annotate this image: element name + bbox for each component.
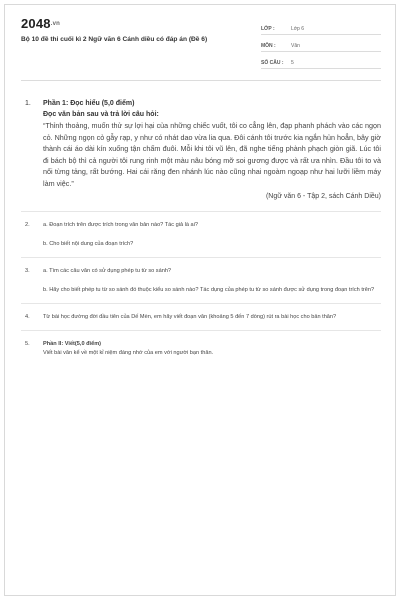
question-body bbox=[43, 221, 381, 249]
header-divider bbox=[21, 80, 381, 81]
meta-label-subject: MÔN : bbox=[261, 43, 276, 49]
question-number: 1. bbox=[25, 100, 31, 107]
document-header bbox=[21, 17, 381, 72]
meta-row-subject bbox=[261, 38, 381, 52]
sub-question-b: b. Hãy cho biết phép tu từ so sánh đó thuộc kiểu so sánh nào? Tác dụng của phép tu từ so sánh được sử dụng trong đoạn trích trên? bbox=[43, 287, 375, 293]
meta-label-question-count: SỐ CÂU : bbox=[261, 60, 284, 66]
question-3 bbox=[21, 267, 381, 295]
section-heading: Phần 1: Đọc hiểu (5,0 điểm) bbox=[43, 100, 135, 107]
question-body bbox=[43, 267, 381, 295]
question-5 bbox=[21, 340, 381, 358]
question-4 bbox=[21, 313, 381, 322]
question-text: Từ bài học đường đời đầu tiên của Dế Mèn, em hãy viết đoạn văn (khoảng 5 đến 7 dòng) rút ra bài học cho bản thân? bbox=[43, 314, 337, 320]
question-number: 2. bbox=[25, 222, 30, 228]
question-number: 3. bbox=[25, 268, 30, 274]
document-meta bbox=[261, 17, 381, 72]
header-left bbox=[21, 17, 253, 72]
question-1 bbox=[21, 98, 381, 203]
question-number: 5. bbox=[25, 341, 30, 347]
document-page bbox=[4, 4, 396, 596]
question-separator bbox=[21, 303, 381, 304]
question-2 bbox=[21, 221, 381, 249]
question-separator bbox=[21, 330, 381, 331]
site-logo[interactable] bbox=[21, 17, 253, 31]
sub-question-b: b. Cho biết nội dung của đoạn trích? bbox=[43, 241, 134, 247]
meta-row-class bbox=[261, 21, 381, 35]
question-number: 4. bbox=[25, 314, 30, 320]
question-body bbox=[43, 98, 381, 203]
question-separator bbox=[21, 257, 381, 258]
meta-label-class: LỚP : bbox=[261, 26, 275, 32]
reading-passage: “Thỉnh thoảng, muốn thử sự lợi hại của những chiếc vuốt, tôi co cẳng lên, đạp phanh phách vào các ngọn cỏ. Những ngọn cỏ gẫy rạp, y như có nhát dao vừa lia qua. Đôi cánh tôi trước kia ngắn hủn hoẳn, bây giờ thành cái áo dài kín xuống tận chấm đuôi. Mỗi khi tôi vũ lên, đã nghe tiếng phành phạch giòn giã. Lúc tôi đi bách bộ thì cả người tôi rung rinh một màu nâu bóng mỡ soi gương được và rất ưa nhìn. Đầu tôi to và nổi từng tảng, rất bướng. Hai cái răng đen nhánh lúc nào cũng nhai ngoàm ngoạp như hai lưỡi liềm máy làm việc.” bbox=[43, 121, 381, 188]
meta-value-question-count: 5 bbox=[291, 60, 294, 66]
question-body bbox=[43, 340, 381, 358]
meta-row-question-count bbox=[261, 55, 381, 69]
question-text: Viết bài văn kể về một kỉ niệm đáng nhớ của em với người bạn thân. bbox=[43, 350, 214, 356]
sub-question-a: a. Tìm các câu văn có sử dụng phép tu từ so sánh? bbox=[43, 268, 172, 274]
section-heading: Phần II: Viết(5,0 điểm) bbox=[43, 341, 102, 347]
passage-source: (Ngữ văn 6 - Tập 2, sách Cánh Diều) bbox=[265, 193, 381, 200]
question-separator bbox=[21, 211, 381, 212]
sub-question-a: a. Đoạn trích trên được trích trong văn bản nào? Tác giả là ai? bbox=[43, 222, 199, 228]
brand-name: 2048 bbox=[21, 16, 51, 31]
spacer bbox=[43, 276, 381, 286]
brand-suffix: .vn bbox=[50, 21, 61, 27]
document-title: Bộ 10 đề thi cuối kì 2 Ngữ văn 6 Cánh diều có đáp án (Đề 6) bbox=[21, 36, 208, 43]
reading-instruction: Đọc văn bản sau và trả lời câu hỏi: bbox=[43, 111, 159, 118]
meta-value-class: Lớp 6 bbox=[291, 26, 305, 32]
spacer bbox=[43, 230, 381, 240]
meta-value-subject: Văn bbox=[291, 43, 300, 49]
question-body bbox=[43, 313, 381, 322]
